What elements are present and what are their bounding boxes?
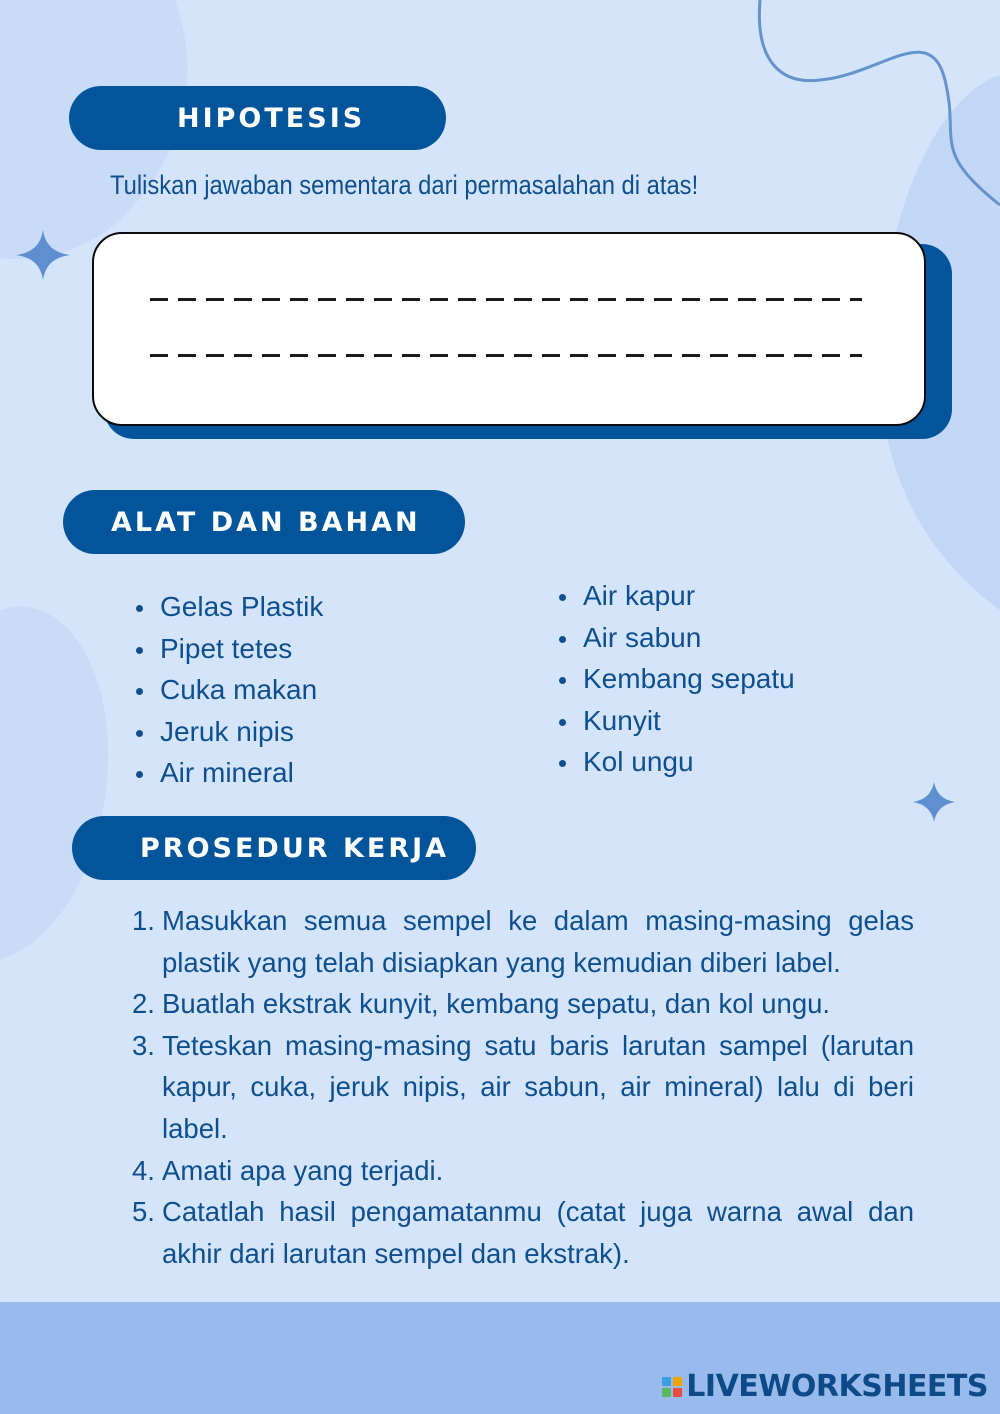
- brand-name: LIVEWORKSHEETS: [686, 1369, 988, 1404]
- step-number: 5.: [132, 1196, 155, 1228]
- prosedur-title: PROSEDUR KERJA: [140, 832, 450, 864]
- step-number: 3.: [132, 1029, 155, 1061]
- sparkle-right: [913, 782, 955, 822]
- materials-list-right: [557, 575, 795, 783]
- prosedur-heading: [72, 816, 476, 880]
- step-text: Buatlah ekstrak kunyit, kembang sepatu, dan kol ungu.: [162, 988, 831, 1020]
- step-number: 1.: [132, 905, 155, 936]
- procedure-step: [132, 1025, 914, 1150]
- procedure-steps: [132, 900, 914, 1274]
- step-text: Catatlah hasil pengamatanmu (catat juga warna awal dan akhir dari larutan sempel dan ekstrak).: [162, 1196, 914, 1269]
- hypothesis-answer-box[interactable]: [92, 232, 926, 426]
- materials-list-left: [134, 586, 323, 794]
- list-item: Air kapur: [557, 575, 795, 617]
- liveworksheets-logo-icon: [662, 1377, 682, 1397]
- list-item: Air mineral: [134, 752, 323, 794]
- liveworksheets-brand[interactable]: [662, 1369, 988, 1404]
- step-text: Masukkan semua sempel ke dalam masing-masing gelas plastik yang telah disiapkan yang kemudian diberi label.: [162, 905, 914, 978]
- step-number: 4.: [132, 1154, 155, 1186]
- step-text: Amati apa yang terjadi.: [162, 1154, 444, 1186]
- procedure-step: [132, 1191, 914, 1274]
- hipotesis-instruction: Tuliskan jawaban sementara dari permasalahan di atas!: [110, 170, 699, 200]
- logo-square-2: [673, 1377, 682, 1386]
- list-item: Kembang sepatu: [557, 658, 795, 700]
- list-item: Cuka makan: [134, 669, 323, 711]
- alat-bahan-heading: [63, 490, 465, 554]
- list-item: Kunyit: [557, 700, 795, 742]
- list-item: Air sabun: [557, 617, 795, 659]
- answer-line-2[interactable]: [150, 354, 862, 357]
- procedure-step: [132, 983, 914, 1025]
- logo-square-4: [673, 1388, 682, 1397]
- procedure-step: [132, 1150, 914, 1192]
- list-item: Pipet tetes: [134, 628, 323, 670]
- list-item: Jeruk nipis: [134, 711, 323, 753]
- footer-band: [0, 1302, 1000, 1414]
- hipotesis-heading: [69, 86, 446, 150]
- alat-bahan-title: ALAT DAN BAHAN: [111, 506, 421, 538]
- answer-line-1[interactable]: [150, 298, 862, 301]
- step-text: Teteskan masing-masing satu baris larutan sampel (larutan kapur, cuka, jeruk nipis, air sabun, air mineral) lalu di beri label.: [162, 1029, 914, 1144]
- step-number: 2.: [132, 988, 155, 1020]
- procedure-step: [132, 900, 914, 983]
- list-item: Gelas Plastik: [134, 586, 323, 628]
- list-item: Kol ungu: [557, 741, 795, 783]
- logo-square-1: [662, 1377, 671, 1386]
- blob-left: [0, 607, 108, 960]
- hipotesis-title: HIPOTESIS: [177, 102, 366, 134]
- logo-square-3: [662, 1388, 671, 1397]
